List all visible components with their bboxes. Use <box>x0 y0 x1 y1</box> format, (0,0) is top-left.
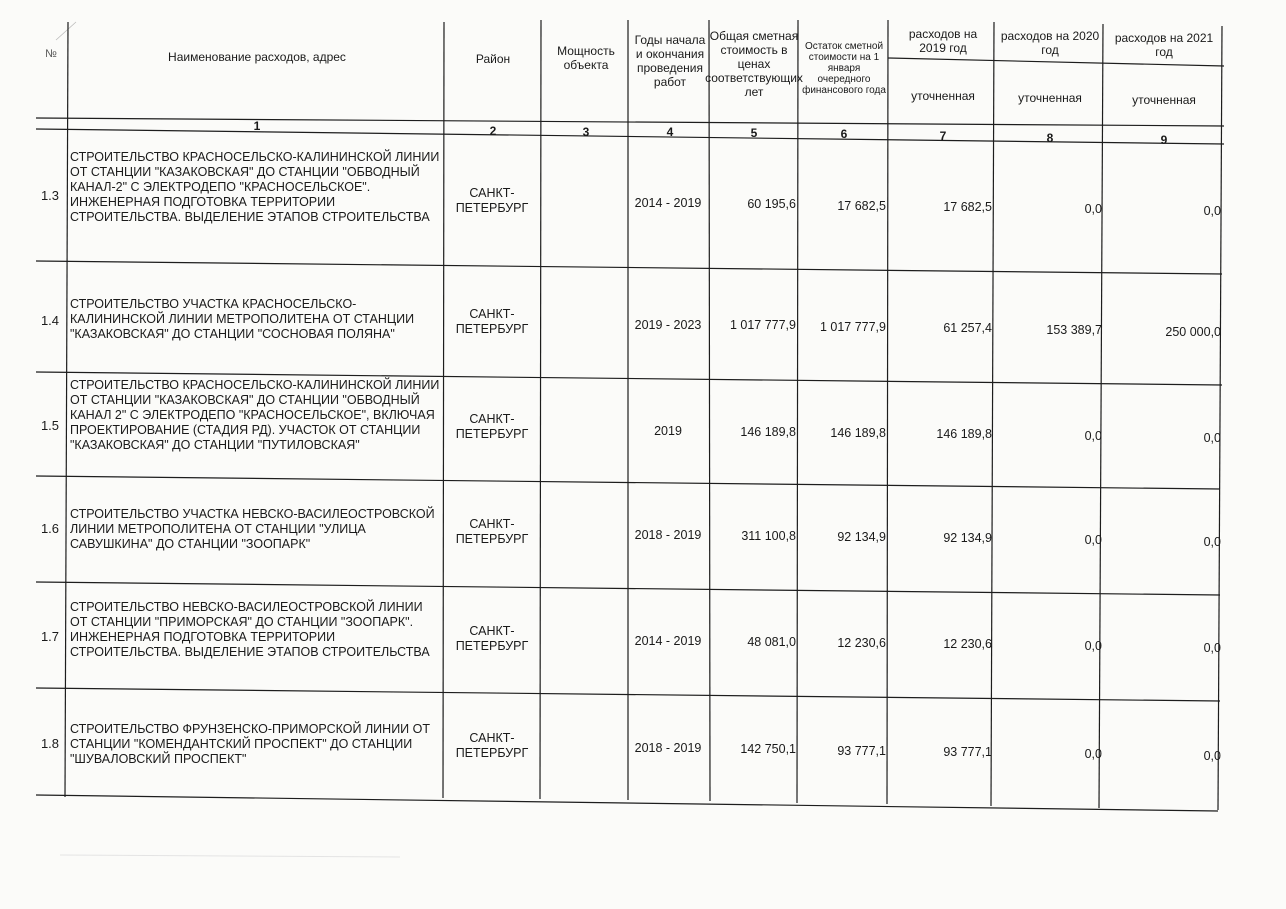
column-number: 1 <box>253 119 261 133</box>
column-number: 8 <box>1046 131 1054 145</box>
row-period: 2019 - 2023 <box>634 318 702 332</box>
row-exp-2019: 61 257,4 <box>943 321 992 335</box>
header-refined-2020: уточненная <box>1018 91 1082 105</box>
row-exp-2020: 0,0 <box>1084 202 1102 216</box>
column-number: 3 <box>582 125 590 139</box>
row-district: САНКТ-ПЕТЕРБУРГ <box>455 412 529 441</box>
row-total-cost: 142 750,1 <box>740 742 796 756</box>
row-remaining-cost: 12 230,6 <box>837 636 886 650</box>
row-total-cost: 311 100,8 <box>741 529 796 543</box>
row-total-cost: 60 195,6 <box>747 197 796 211</box>
row-number: 1.4 <box>40 313 60 328</box>
header-refined-2019: уточненная <box>911 89 975 103</box>
row-district: САНКТ-ПЕТЕРБУРГ <box>455 307 529 336</box>
row-exp-2021: 0,0 <box>1203 535 1221 549</box>
row-number: 1.5 <box>40 418 60 433</box>
row-remaining-cost: 1 017 777,9 <box>819 320 886 334</box>
row-exp-2020: 153 389,7 <box>1046 323 1102 337</box>
column-number: 7 <box>939 129 947 143</box>
row-name: СТРОИТЕЛЬСТВО УЧАСТКА КРАСНОСЕЛЬСКО-КАЛИНИНСКОЙ ЛИНИИ МЕТРОПОЛИТЕНА ОТ СТАНЦИИ "КАЗАКОВСКАЯ" ДО СТАНЦИИ "СОСНОВАЯ ПОЛЯНА" <box>70 297 415 341</box>
column-number: 2 <box>489 124 497 138</box>
row-district: САНКТ-ПЕТЕРБУРГ <box>455 624 529 653</box>
row-number: 1.8 <box>40 736 60 751</box>
column-number: 9 <box>1160 133 1168 147</box>
column-number: 4 <box>666 125 674 139</box>
row-exp-2020: 0,0 <box>1084 639 1102 653</box>
header-district: Район <box>475 52 511 66</box>
row-period: 2014 - 2019 <box>634 196 702 210</box>
header-total-cost: Общая сметная стоимость в ценах соответствующих лет <box>705 29 803 99</box>
row-exp-2021: 0,0 <box>1203 204 1221 218</box>
row-total-cost: 48 081,0 <box>747 635 796 649</box>
row-exp-2020: 0,0 <box>1084 429 1102 443</box>
row-period: 2014 - 2019 <box>634 634 702 648</box>
header-refined-2021: уточненная <box>1132 93 1196 107</box>
row-exp-2021: 250 000,0 <box>1165 325 1221 339</box>
header-remaining-cost: Остаток сметной стоимости на 1 января очередного финансового года <box>802 40 886 96</box>
row-exp-2020: 0,0 <box>1084 747 1102 761</box>
row-exp-2021: 0,0 <box>1203 641 1221 655</box>
row-name: СТРОИТЕЛЬСТВО НЕВСКО-ВАСИЛЕОСТРОВСКОЙ ЛИНИИ ОТ СТАНЦИИ "ПРИМОРСКАЯ" ДО СТАНЦИИ "ЗООПАРК". ИНЖЕНЕРНАЯ ПОДГОТОВКА ТЕРРИТОРИИ СТРОИТЕЛЬСТВА. ВЫДЕЛЕНИЕ ЭТАПОВ СТРОИТЕЛЬСТВА <box>70 600 430 659</box>
row-remaining-cost: 146 189,8 <box>830 426 886 440</box>
row-period: 2018 - 2019 <box>634 528 702 542</box>
row-number: 1.3 <box>40 188 60 203</box>
row-period: 2018 - 2019 <box>634 741 702 755</box>
header-exp-2019: расходов на 2019 год <box>908 27 978 55</box>
row-exp-2019: 17 682,5 <box>943 200 992 214</box>
row-remaining-cost: 92 134,9 <box>837 530 886 544</box>
row-name: СТРОИТЕЛЬСТВО КРАСНОСЕЛЬСКО-КАЛИНИНСКОЙ ЛИНИИ ОТ СТАНЦИИ "КАЗАКОВСКАЯ" ДО СТАНЦИИ "ОБВОДНЫЙ КАНАЛ-2" С ЭЛЕКТРОДЕПО "КРАСНОСЕЛЬСКОЕ". ИНЖЕНЕРНАЯ ПОДГОТОВКА ТЕРРИТОРИИ СТРОИТЕЛЬСТВА. ВЫДЕЛЕНИЕ ЭТАПОВ СТРОИТЕЛЬСТВА <box>70 150 440 224</box>
header-capacity: Мощность объекта <box>557 44 615 72</box>
row-number: 1.7 <box>40 629 60 644</box>
header-name: Наименование расходов, адрес <box>168 50 346 64</box>
row-exp-2019: 92 134,9 <box>943 531 992 545</box>
row-remaining-cost: 17 682,5 <box>837 199 886 213</box>
row-exp-2019: 12 230,6 <box>943 637 992 651</box>
row-name: СТРОИТЕЛЬСТВО УЧАСТКА НЕВСКО-ВАСИЛЕОСТРОВСКОЙ ЛИНИИ МЕТРОПОЛИТЕНА ОТ СТАНЦИИ "УЛИЦА САВУШКИНА" ДО СТАНЦИИ "ЗООПАРК" <box>70 507 435 551</box>
header-exp-2021: расходов на 2021 год <box>1114 31 1214 59</box>
row-period: 2019 <box>654 424 682 438</box>
column-number: 5 <box>750 126 758 140</box>
row-exp-2019: 93 777,1 <box>943 745 992 759</box>
row-district: САНКТ-ПЕТЕРБУРГ <box>455 517 529 546</box>
row-exp-2019: 146 189,8 <box>936 427 992 441</box>
row-exp-2021: 0,0 <box>1203 749 1221 763</box>
row-district: САНКТ-ПЕТЕРБУРГ <box>455 186 529 215</box>
row-exp-2021: 0,0 <box>1203 431 1221 445</box>
row-name: СТРОИТЕЛЬСТВО ФРУНЗЕНСКО-ПРИМОРСКОЙ ЛИНИИ ОТ СТАНЦИИ "КОМЕНДАНТСКИЙ ПРОСПЕКТ" ДО СТАНЦИИ "ШУВАЛОВСКИЙ ПРОСПЕКТ" <box>70 722 430 766</box>
column-number: 6 <box>840 127 848 141</box>
header-exp-2020: расходов на 2020 год <box>1000 29 1100 57</box>
header-no: № <box>45 48 57 60</box>
header-years: Годы начала и окончания проведения работ <box>634 33 706 89</box>
row-exp-2020: 0,0 <box>1084 533 1102 547</box>
row-total-cost: 1 017 777,9 <box>729 318 796 332</box>
row-number: 1.6 <box>40 521 60 536</box>
row-total-cost: 146 189,8 <box>740 425 796 439</box>
row-remaining-cost: 93 777,1 <box>837 744 886 758</box>
row-name: СТРОИТЕЛЬСТВО КРАСНОСЕЛЬСКО-КАЛИНИНСКОЙ ЛИНИИ ОТ СТАНЦИИ "КАЗАКОВСКАЯ" ДО СТАНЦИИ "ОБВОДНЫЙ КАНАЛ 2" С ЭЛЕКТРОДЕПО "КРАСНОСЕЛЬСКОЕ", ВКЛЮЧАЯ ПРОЕКТИРОВАНИЕ (СТАДИЯ РД). УЧАСТОК ОТ СТАНЦИИ "КАЗАКОВСКАЯ" ДО СТАНЦИИ "ПУТИЛОВСКАЯ" <box>70 378 440 452</box>
row-district: САНКТ-ПЕТЕРБУРГ <box>455 731 529 760</box>
